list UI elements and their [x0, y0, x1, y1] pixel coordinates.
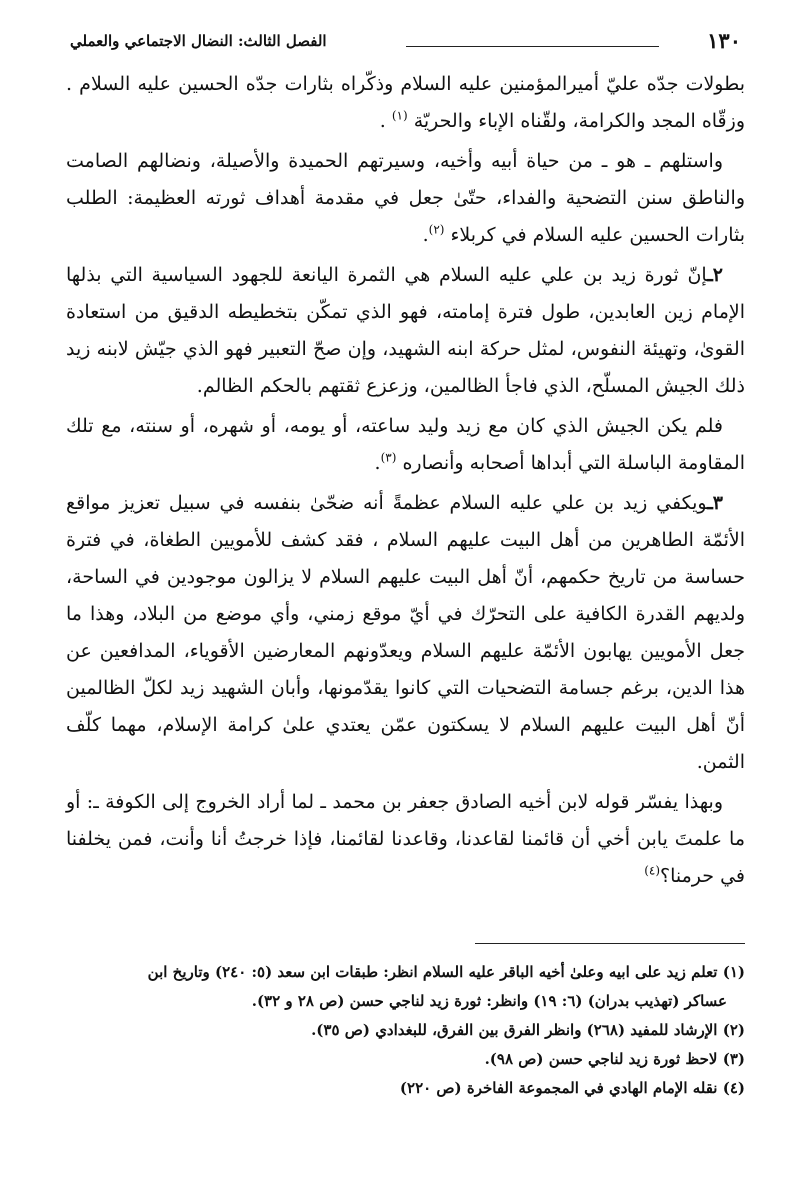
footnote: (٤) نقله الإمام الهادي في المجموعة الفاخرة (ص ٢٢٠) [399, 1079, 745, 1097]
paragraph: وبهذا يفسّر قوله لابن أخيه الصادق جعفر بن محمد ـ لما أراد الخروج إلى الكوفة ـ: أو ما علمتَ يابن أخي أن قائمنا لقاعدنا، وقاعدنا لقائمنا، فإذا خرجتُ أنا وأنت، فمن يخلفنا في حرمنا؟$^{(٤)}$ [66, 791, 745, 887]
footnote-marker: (٤) [644, 863, 661, 878]
paragraph-number: ٣ـ [707, 492, 723, 514]
paragraph: ٢ـإنّ ثورة زيد بن علي عليه السلام هي الثمرة اليانعة للجهود السياسية التي بذلها الإمام زين العابدين، طول فترة إمامته، فهو الذي تمكّن بتخطيطه الدقيق من استعادة القوىٰ، وتهيئة النفوس، لمثل حركة ابنه الشهيد، وإن صحّ التعبير فهو الذي جيّش لابنه زيد ذلك الجيش المسلّح، الذي فاجأ الظالمين، وزعزع ثقتهم بالحكم الظالم. [66, 264, 745, 397]
paragraph: ٣ـويكفي زيد بن علي عليه السلام عظمةً أنه ضحّىٰ بنفسه في سبيل تعزيز مواقع الأئمّة الطاهرين من أهل البيت عليهم السلام ، فقد كشف للأمويين الطغاة، في فترة حساسة من تاريخ حكمهم، أنّ أهل البيت عليهم السلام لا يزالون موجودين في الساحة، ولديهم القدرة الكافية على التحرّك في أيّ موقع زمني، وأي موضع من البلاد، وهذا ما جعل الأمويين يهابون الأئمّة عليهم السلام ويعدّونهم المعارضين الأقوياء، المدافعين عن هذا الدين، برغم جسامة التضحيات التي كانوا يقدّمونها، وأبان الشهيد زيد لكلّ الظالمين أنّ أهل البيت عليهم السلام لا يسكتون عمّن يعتدي علىٰ كرامة الإسلام، مهما كلّف الثمن. [66, 492, 745, 773]
footnote: (٢) الإرشاد للمفيد (٢٦٨) وانظر الفرق بين الفرق، للبغدادي (ص ٣٥). [311, 1021, 745, 1039]
header-rule [406, 46, 659, 47]
paragraph: فلم يكن الجيش الذي كان مع زيد وليد ساعته، أو يومه، أو شهره، أو سنته، مع تلك المقاومة الباسلة التي أبداها أصحابه وأنصاره $^{(٣)}$. [66, 415, 745, 474]
footnote-marker: (١) [391, 108, 408, 123]
page-number: ١٣٠ [707, 28, 741, 53]
paragraph-number: ٢ـ [707, 264, 723, 286]
running-title: الفصل الثالث: النضال الاجتماعي والعملي [70, 32, 327, 50]
footnote-separator [475, 943, 745, 944]
footnote-marker: (٣) [380, 450, 397, 465]
footnotes [66, 958, 745, 1103]
footnote-continuation: عساكر (تهذيب بدران) (٦: ١٩) وانظر: ثورة زيد لناجي حسن (ص ٢٨ و ٣٢). [251, 992, 727, 1010]
page-header [70, 28, 741, 56]
footnote: (٣) لاحظ ثورة زيد لناجي حسن (ص ٩٨). [484, 1050, 745, 1068]
body-text [66, 66, 745, 898]
footnote-marker: (٢) [428, 222, 445, 237]
footnote: (١) تعلم زيد على ابيه وعلىٰ أخيه الباقر عليه السلام انظر: طبقات ابن سعد (٥: ٢٤٠) وتاريخ ابن [147, 963, 745, 981]
paragraph: واستلهم ـ هو ـ من حياة أبيه وأخيه، وسيرتهم الحميدة والأصيلة، ونضالهم الصامت والناطق سنن التضحية والفداء، حتّىٰ جعل في مقدمة أهداف ثورته العظيمة: الطلب بثارات الحسين عليه السلام في كربلاء $^{(٢)}$. [66, 150, 745, 246]
paragraph: بطولات جدّه عليّ أميرالمؤمنين عليه السلام وذكّراه بثارات جدّه الحسين عليه السلام . وزقّاه المجد والكرامة، ولقّناه الإباء والحريّة $^{(١)}$ . [66, 73, 745, 132]
